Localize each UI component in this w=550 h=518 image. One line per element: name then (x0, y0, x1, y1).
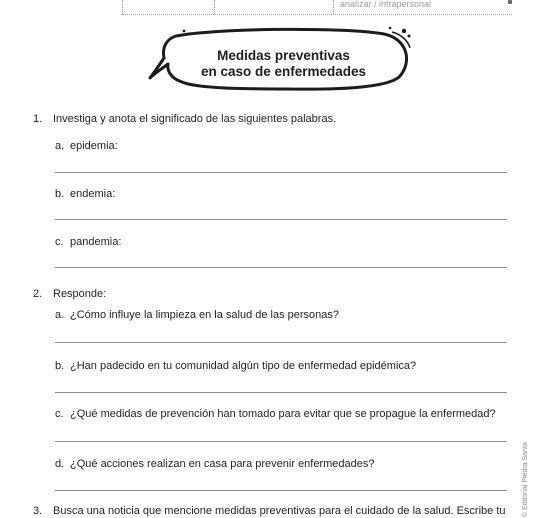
answer-line-1b[interactable] (55, 219, 507, 220)
item-text: epidemia: (70, 140, 118, 152)
item-letter: d. (55, 458, 65, 470)
answer-line-2b[interactable] (55, 392, 507, 393)
header-rule (122, 14, 512, 15)
question-text: Investiga y anota el significado de las siguientes palabras. (53, 113, 337, 125)
question-number: 2. (33, 288, 43, 300)
answer-line-2d[interactable] (55, 490, 507, 491)
question-text: Responde: (53, 288, 107, 300)
title-line-1: Medidas preventivas (217, 48, 350, 63)
answer-line-2a[interactable] (55, 342, 507, 343)
item-letter: b. (55, 360, 65, 372)
item-letter: c. (55, 408, 64, 420)
header-divider (122, 0, 123, 14)
title-banner (146, 22, 416, 96)
item-text: pandemia: (70, 236, 122, 248)
header-mark (508, 0, 512, 4)
skill-tag: analizar / intrapersonal (340, 0, 432, 9)
question-number: 3. (33, 505, 43, 517)
item-text: ¿Cómo influye la limpieza en la salud de las personas? (70, 309, 340, 321)
item-letter: c. (55, 236, 64, 248)
answer-line-1a[interactable] (55, 172, 507, 173)
item-letter: a. (55, 140, 65, 152)
item-text: endemia: (70, 188, 116, 200)
publisher-credit: © Editorial Piedra Santa (522, 442, 529, 517)
item-text: ¿Qué acciones realizan en casa para prevenir enfermedades? (70, 458, 375, 470)
page-title (186, 48, 381, 80)
answer-line-1c[interactable] (55, 267, 507, 268)
answer-line-2c[interactable] (55, 441, 507, 442)
page-header (0, 0, 550, 16)
question-text: Busca una noticia que mencione medidas preventivas para el cuidado de la salud. Escribe tu (53, 505, 506, 517)
question-number: 1. (33, 113, 43, 125)
header-divider (214, 0, 215, 14)
header-divider (333, 0, 334, 14)
item-text: ¿Qué medidas de prevención han tomado para evitar que se propague la enfermedad? (70, 408, 496, 420)
item-letter: a. (55, 309, 65, 321)
title-line-2: en caso de enfermedades (200, 64, 367, 79)
item-text: ¿Han padecido en tu comunidad algún tipo de enfermedad epidémica? (70, 360, 417, 372)
item-letter: b. (55, 188, 65, 200)
